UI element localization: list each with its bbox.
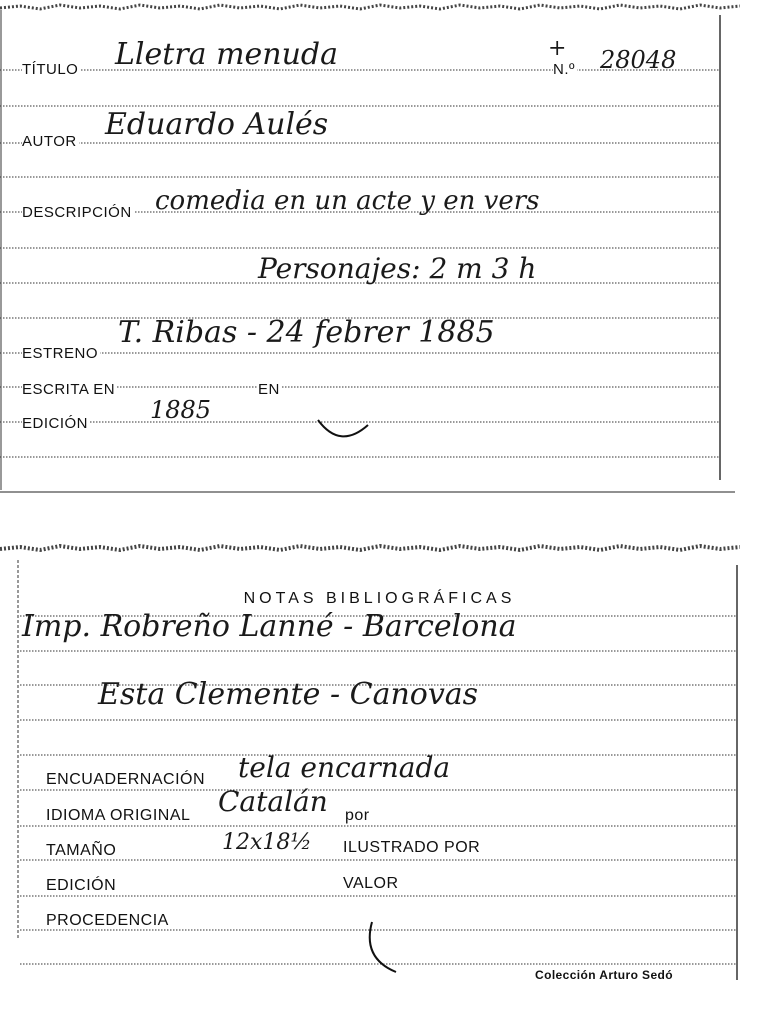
author-label: AUTOR — [22, 133, 77, 150]
binding-value: tela encarnada — [238, 751, 451, 784]
title-label: TÍTULO — [22, 61, 79, 78]
title-value: Lletra menuda — [115, 37, 339, 72]
catalog-card-front — [0, 0, 759, 495]
characters-value: Personajes: 2 m 3 h — [258, 252, 537, 285]
description-value: comedia en un acte y en vers — [155, 186, 540, 216]
number-value: 28048 — [600, 46, 677, 74]
binding-label: ENCUADERNACIÓN — [46, 771, 206, 788]
original-language-label: IDIOMA ORIGINAL — [46, 807, 191, 824]
note-line-2: Esta Clemente - Canovas — [98, 677, 479, 712]
written-in-en-label: EN — [258, 381, 280, 398]
catalog-card-back — [0, 540, 759, 1028]
edition-value: 1885 — [150, 396, 212, 424]
number-mark: + — [548, 36, 567, 61]
written-in-label: ESCRITA EN — [22, 381, 116, 398]
value-label: VALOR — [343, 875, 399, 892]
edition-label: EDICIÓN — [22, 415, 89, 432]
bibliographic-notes-heading: NOTAS BIBLIOGRÁFICAS — [243, 590, 516, 607]
edition-label: EDICIÓN — [46, 877, 117, 894]
number-label: N.º — [553, 61, 575, 78]
premiere-value: T. Ribas - 24 febrer 1885 — [118, 315, 495, 350]
author-value: Eduardo Aulés — [105, 107, 329, 142]
collection-credit: Colección Arturo Sedó — [535, 968, 673, 982]
illustrated-by-label: ILUSTRADO POR — [343, 839, 481, 856]
original-language-value: Catalán — [218, 785, 328, 818]
size-label: TAMAÑO — [46, 842, 117, 859]
by-label: por — [345, 807, 370, 824]
premiere-label: ESTRENO — [22, 345, 99, 362]
provenance-label: PROCEDENCIA — [46, 912, 169, 929]
size-value: 12x18½ — [222, 830, 312, 855]
ruled-lines — [0, 0, 759, 495]
note-line-1: Imp. Robreño Lanné - Barcelona — [22, 609, 517, 644]
description-label: DESCRIPCIÓN — [22, 204, 132, 221]
